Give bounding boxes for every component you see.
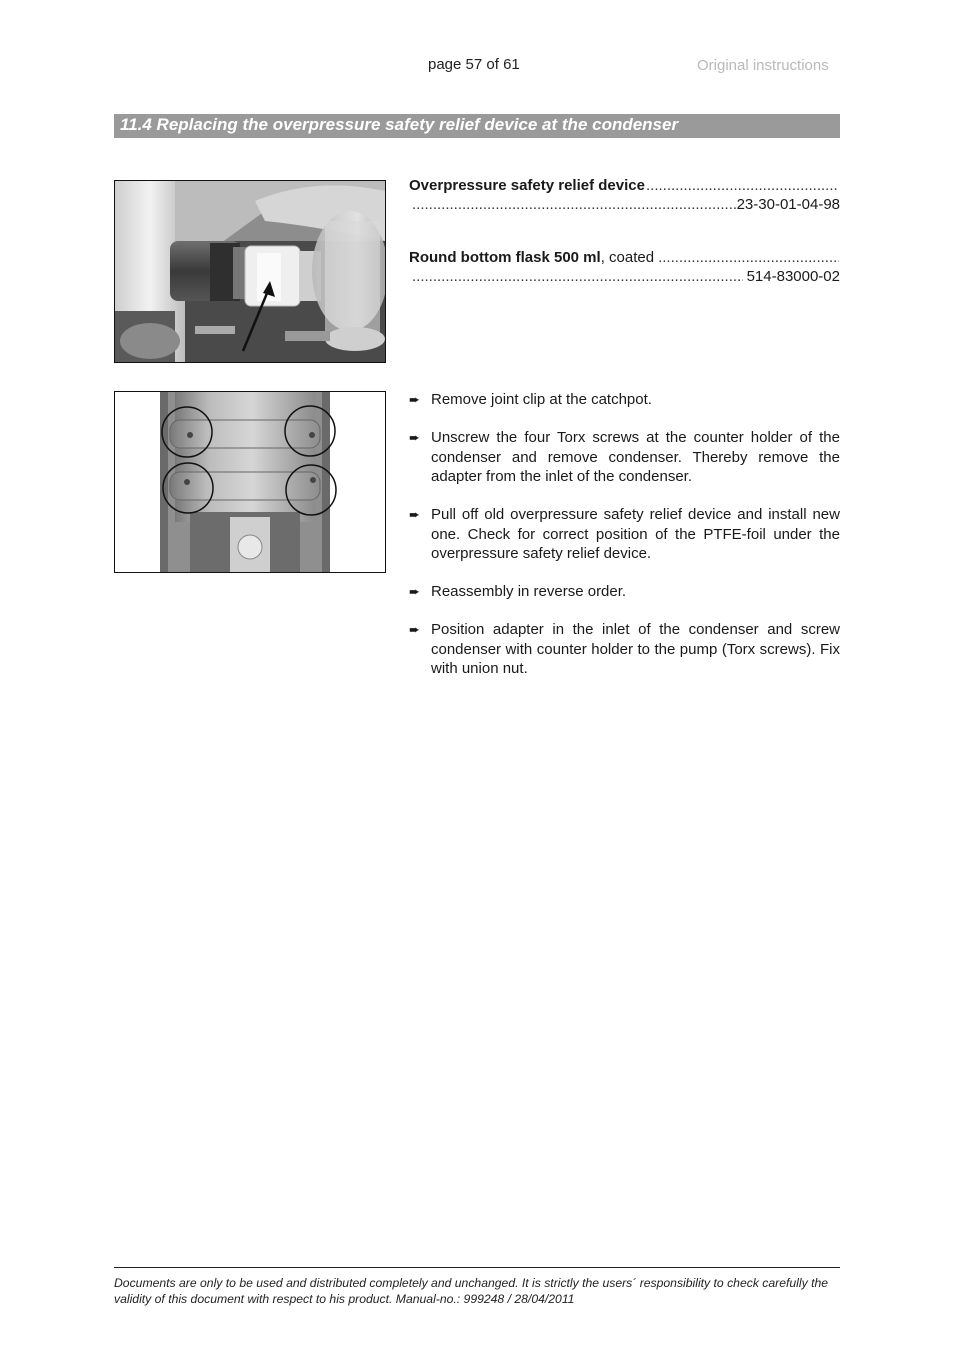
- arrow-right-icon: ➨: [409, 430, 420, 445]
- footer-disclaimer: Documents are only to be used and distributed completely and unchanged. It is strictly the users´ responsibility to check carefully the validity of this document with respect to his product. Manual-no.: 999248 / 28/04/2011: [114, 1276, 829, 1306]
- list-item: [409, 582, 840, 602]
- step-text: Remove joint clip at the catchpot.: [431, 391, 652, 408]
- arrow-right-icon: ➨: [409, 507, 420, 522]
- arrow-right-icon: ➨: [409, 584, 420, 599]
- list-item: [409, 505, 840, 564]
- part-name-suffix: , coated: [600, 249, 655, 266]
- list-item: [409, 390, 840, 410]
- list-item: [409, 428, 840, 487]
- leader-dots: [412, 195, 736, 214]
- part-name: Round bottom flask 500 ml: [409, 249, 601, 266]
- part-entry-relief-device: [409, 176, 840, 214]
- arrow-right-icon: ➨: [409, 622, 420, 637]
- step-text: Pull off old overpressure safety relief device and install new one. Check for correct position of the PTFE-foil under the overpressure safety relief device.: [431, 506, 840, 562]
- section-title: 11.4 Replacing the overpressure safety relief device at the condenser: [114, 114, 840, 138]
- leader-dots: [646, 176, 839, 195]
- part-number-line: [409, 195, 840, 214]
- part-number: 514-83000-02: [746, 268, 840, 285]
- condenser-screws-photo: [114, 391, 386, 573]
- relief-device-photo: [114, 180, 386, 363]
- leader-dots: [658, 248, 839, 267]
- part-number-line: [409, 267, 840, 286]
- step-text: Unscrew the four Torx screws at the counter holder of the condenser and remove condenser. Thereby remove the adapter from the inlet of the condenser.: [431, 429, 840, 485]
- part-entry-flask: [409, 248, 840, 286]
- page-number: page 57 of 61: [428, 56, 520, 73]
- arrow-right-icon: ➨: [409, 392, 420, 407]
- document-type-label: Original instructions: [697, 57, 829, 74]
- part-name: Overpressure safety relief device: [409, 177, 645, 194]
- part-number: 23-30-01-04-98: [736, 196, 840, 213]
- step-text: Reassembly in reverse order.: [431, 583, 627, 600]
- part-name-line: [409, 176, 840, 195]
- list-item: [409, 620, 840, 679]
- leader-dots: [412, 267, 743, 286]
- part-name-line: [409, 248, 840, 267]
- step-text: Position adapter in the inlet of the condenser and screw condenser with counter holder to the pump (Torx screws). Fix with union nut.: [431, 621, 840, 677]
- footer-divider: [114, 1267, 840, 1268]
- instruction-steps: [409, 390, 840, 697]
